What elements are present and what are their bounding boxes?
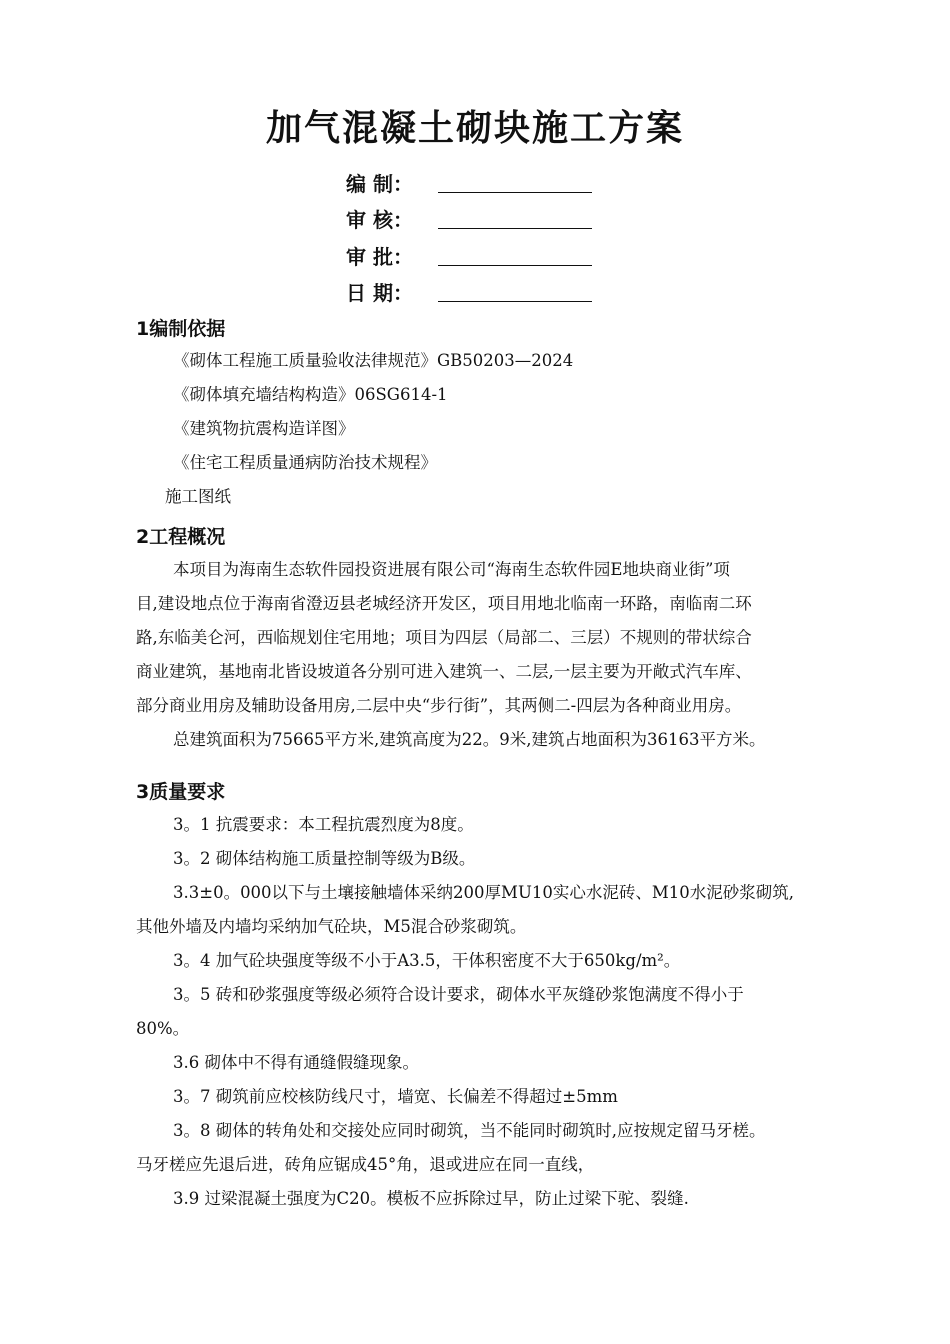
requirement-line: 3。1 抗震要求：本工程抗震烈度为8度。	[173, 815, 474, 834]
reference-line: 《住宅工程质量通病防治技术规程》	[173, 453, 437, 472]
signature-blank-line[interactable]	[438, 228, 592, 229]
paragraph-line: 部分商业用房及辅助设备用房,二层中央“步行街”，其两侧二-四层为各种商业用房。	[136, 696, 742, 715]
reference-line: 《砌体工程施工质量验收法律规范》GB50203—2024	[173, 351, 574, 370]
requirement-line: 3。7 砌筑前应校核防线尺寸，墙宽、长偏差不得超过±5mm	[173, 1087, 618, 1106]
section-body-overview	[136, 553, 866, 757]
section-body-quality	[136, 808, 866, 1216]
paragraph-line: 目,建设地点位于海南省澄迈县老城经济开发区，项目用地北临南一环路，南临南二环	[136, 594, 752, 613]
signature-reviewer	[346, 204, 606, 234]
paragraph-line: 路,东临美仑河，西临规划住宅用地；项目为四层（局部二、三层）不规则的带状综合	[136, 628, 752, 647]
signature-blank-line[interactable]	[438, 301, 592, 302]
requirement-line: 3.6 砌体中不得有通缝假缝现象。	[173, 1053, 419, 1072]
requirement-line: 80%。	[136, 1019, 190, 1038]
signature-approver	[346, 241, 606, 271]
requirement-line: 3。5 砖和砂浆强度等级必须符合设计要求，砌体水平灰缝砂浆饱满度不得小于	[173, 985, 744, 1004]
paragraph-line: 商业建筑，基地南北皆设坡道各分别可进入建筑一、二层,一层主要为开敞式汽车库、	[136, 662, 752, 681]
requirement-line: 3.3±0。000以下与土壤接触墙体采纳200厚MU10实心水泥砖、M10水泥砂浆砌筑,	[173, 883, 794, 902]
paragraph-line: 本项目为海南生态软件园投资进展有限公司“海南生态软件园E地块商业街”项	[173, 560, 730, 579]
reference-line: 《建筑物抗震构造详图》	[173, 419, 355, 438]
reference-line: 《砌体填充墙结构构造》06SG614-1	[173, 385, 448, 404]
requirement-line: 3.9 过梁混凝土强度为C20。模板不应拆除过早，防止过梁下驼、裂缝.	[173, 1189, 689, 1208]
requirement-line: 3。2 砌体结构施工质量控制等级为B级。	[173, 849, 476, 868]
signature-label: 审 批：	[346, 245, 413, 269]
reference-line: 施工图纸	[165, 487, 231, 506]
signature-label: 审 核：	[346, 208, 413, 232]
paragraph-line: 总建筑面积为75665平方米,建筑高度为22。9米,建筑占地面积为36163平方米。	[173, 730, 766, 749]
signature-label: 编 制：	[346, 172, 413, 196]
section-body-basis	[136, 344, 866, 514]
signature-date	[346, 277, 606, 307]
document-title: 加气混凝土砌块施工方案	[265, 107, 684, 149]
signature-blank-line[interactable]	[438, 192, 592, 193]
section-heading-basis: 1编制依据	[136, 318, 226, 340]
requirement-line: 其他外墙及内墙均采纳加气砼块，M5混合砂浆砌筑。	[136, 917, 527, 936]
signature-label: 日 期：	[346, 281, 413, 305]
requirement-line: 马牙槎应先退后进，砖角应锯成45°角，退或进应在同一直线，	[136, 1155, 595, 1174]
signature-compiler	[346, 168, 606, 198]
requirement-line: 3。4 加气砼块强度等级不小于A3.5，干体积密度不大于650kg/m²。	[173, 951, 681, 970]
section-heading-quality: 3质量要求	[136, 781, 226, 803]
signature-blank-line[interactable]	[438, 265, 592, 266]
section-heading-overview: 2工程概况	[136, 526, 226, 548]
requirement-line: 3。8 砌体的转角处和交接处应同时砌筑，当不能同时砌筑时,应按规定留马牙槎。	[173, 1121, 766, 1140]
